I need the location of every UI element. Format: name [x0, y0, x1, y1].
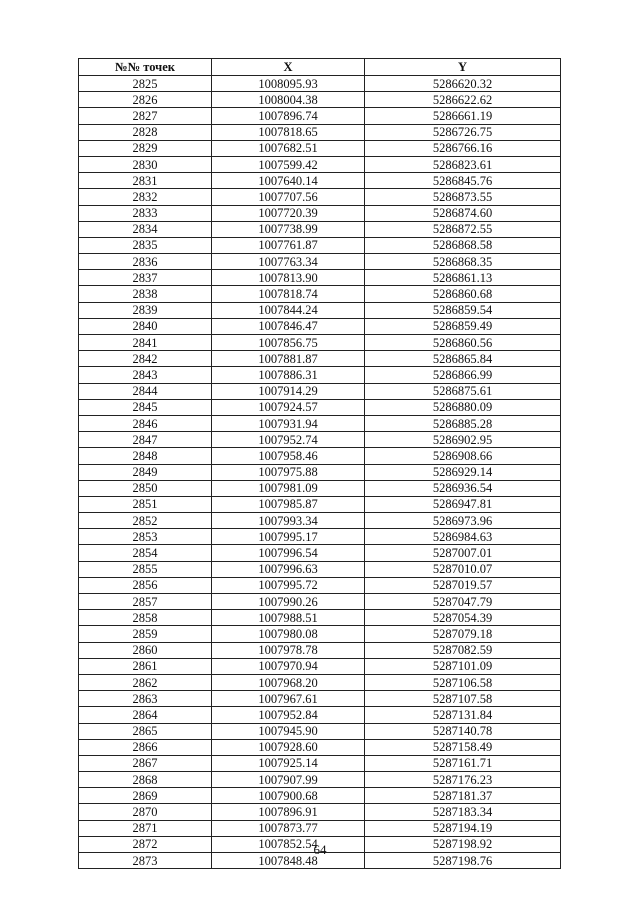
cell-y: 5287176.23 [365, 772, 561, 788]
table-row [79, 92, 561, 108]
table-row [79, 76, 561, 92]
cell-x: 1007967.61 [212, 691, 365, 707]
table-row [79, 691, 561, 707]
table-row [79, 367, 561, 383]
table-row [79, 804, 561, 820]
cell-y: 5286868.35 [365, 254, 561, 270]
cell-point-number: 2835 [79, 237, 212, 253]
table-row [79, 205, 561, 221]
cell-y: 5286936.54 [365, 480, 561, 496]
cell-x: 1007952.84 [212, 707, 365, 723]
cell-x: 1007928.60 [212, 739, 365, 755]
cell-x: 1008095.93 [212, 76, 365, 92]
table-row [79, 173, 561, 189]
table-row [79, 480, 561, 496]
cell-y: 5286860.56 [365, 335, 561, 351]
cell-x: 1007873.77 [212, 820, 365, 836]
coordinates-table [78, 58, 561, 869]
cell-point-number: 2857 [79, 594, 212, 610]
cell-point-number: 2872 [79, 836, 212, 852]
cell-y: 5286859.49 [365, 318, 561, 334]
cell-y: 5286868.58 [365, 237, 561, 253]
table-row [79, 820, 561, 836]
cell-point-number: 2870 [79, 804, 212, 820]
cell-y: 5287019.57 [365, 577, 561, 593]
cell-y: 5286766.16 [365, 140, 561, 156]
cell-point-number: 2831 [79, 173, 212, 189]
cell-x: 1007813.90 [212, 270, 365, 286]
cell-point-number: 2866 [79, 739, 212, 755]
table-row [79, 739, 561, 755]
table-row [79, 270, 561, 286]
cell-y: 5287010.07 [365, 561, 561, 577]
cell-y: 5286875.61 [365, 383, 561, 399]
cell-x: 1007945.90 [212, 723, 365, 739]
cell-y: 5286873.55 [365, 189, 561, 205]
cell-point-number: 2836 [79, 254, 212, 270]
cell-y: 5286859.54 [365, 302, 561, 318]
cell-point-number: 2838 [79, 286, 212, 302]
cell-y: 5287047.79 [365, 594, 561, 610]
cell-point-number: 2863 [79, 691, 212, 707]
cell-x: 1007970.94 [212, 658, 365, 674]
cell-x: 1007981.09 [212, 480, 365, 496]
cell-x: 1007886.31 [212, 367, 365, 383]
cell-point-number: 2843 [79, 367, 212, 383]
cell-x: 1007852.54 [212, 836, 365, 852]
cell-point-number: 2849 [79, 464, 212, 480]
table-row [79, 286, 561, 302]
cell-y: 5286866.99 [365, 367, 561, 383]
cell-x: 1007818.65 [212, 124, 365, 140]
cell-x: 1007599.42 [212, 156, 365, 172]
table-row [79, 399, 561, 415]
cell-x: 1007988.51 [212, 610, 365, 626]
cell-x: 1007844.24 [212, 302, 365, 318]
cell-point-number: 2832 [79, 189, 212, 205]
cell-y: 5287140.78 [365, 723, 561, 739]
cell-x: 1008004.38 [212, 92, 365, 108]
cell-y: 5287181.37 [365, 788, 561, 804]
cell-point-number: 2861 [79, 658, 212, 674]
cell-x: 1007914.29 [212, 383, 365, 399]
cell-point-number: 2842 [79, 351, 212, 367]
cell-point-number: 2853 [79, 529, 212, 545]
cell-y: 5287158.49 [365, 739, 561, 755]
cell-y: 5286885.28 [365, 415, 561, 431]
cell-point-number: 2828 [79, 124, 212, 140]
table-row [79, 610, 561, 626]
cell-point-number: 2864 [79, 707, 212, 723]
cell-x: 1007720.39 [212, 205, 365, 221]
cell-point-number: 2841 [79, 335, 212, 351]
cell-point-number: 2833 [79, 205, 212, 221]
cell-y: 5287198.76 [365, 853, 561, 869]
cell-x: 1007968.20 [212, 674, 365, 690]
cell-point-number: 2858 [79, 610, 212, 626]
cell-x: 1007846.47 [212, 318, 365, 334]
cell-point-number: 2856 [79, 577, 212, 593]
cell-point-number: 2844 [79, 383, 212, 399]
table-row [79, 448, 561, 464]
table-row [79, 124, 561, 140]
table-row [79, 529, 561, 545]
cell-point-number: 2873 [79, 853, 212, 869]
cell-x: 1007763.34 [212, 254, 365, 270]
table-row [79, 496, 561, 512]
table-row [79, 156, 561, 172]
table-row [79, 464, 561, 480]
cell-y: 5286620.32 [365, 76, 561, 92]
cell-point-number: 2825 [79, 76, 212, 92]
table-row [79, 772, 561, 788]
cell-y: 5287131.84 [365, 707, 561, 723]
table-row [79, 415, 561, 431]
table-row [79, 383, 561, 399]
table-row [79, 189, 561, 205]
table-row [79, 513, 561, 529]
cell-y: 5286929.14 [365, 464, 561, 480]
table-row [79, 561, 561, 577]
table-row [79, 318, 561, 334]
table-row [79, 108, 561, 124]
cell-x: 1007931.94 [212, 415, 365, 431]
cell-y: 5286973.96 [365, 513, 561, 529]
cell-point-number: 2850 [79, 480, 212, 496]
cell-y: 5287194.19 [365, 820, 561, 836]
table-row [79, 335, 561, 351]
cell-point-number: 2827 [79, 108, 212, 124]
cell-y: 5286823.61 [365, 156, 561, 172]
cell-point-number: 2846 [79, 415, 212, 431]
cell-x: 1007896.91 [212, 804, 365, 820]
cell-y: 5286902.95 [365, 432, 561, 448]
table-row [79, 432, 561, 448]
cell-x: 1007881.87 [212, 351, 365, 367]
cell-y: 5286845.76 [365, 173, 561, 189]
cell-y: 5287101.09 [365, 658, 561, 674]
table-row [79, 626, 561, 642]
cell-x: 1007707.56 [212, 189, 365, 205]
cell-point-number: 2848 [79, 448, 212, 464]
cell-x: 1007924.57 [212, 399, 365, 415]
cell-point-number: 2830 [79, 156, 212, 172]
table-row [79, 658, 561, 674]
cell-x: 1007958.46 [212, 448, 365, 464]
cell-point-number: 2837 [79, 270, 212, 286]
table-header [79, 59, 561, 76]
cell-y: 5287079.18 [365, 626, 561, 642]
cell-x: 1007993.34 [212, 513, 365, 529]
cell-x: 1007900.68 [212, 788, 365, 804]
table-body [79, 76, 561, 869]
table-row [79, 674, 561, 690]
cell-y: 5287106.58 [365, 674, 561, 690]
cell-point-number: 2829 [79, 140, 212, 156]
cell-point-number: 2868 [79, 772, 212, 788]
cell-y: 5286908.66 [365, 448, 561, 464]
cell-x: 1007985.87 [212, 496, 365, 512]
column-header-point-number: №№ точек [79, 59, 212, 76]
cell-point-number: 2847 [79, 432, 212, 448]
cell-y: 5287183.34 [365, 804, 561, 820]
cell-y: 5286622.62 [365, 92, 561, 108]
cell-point-number: 2834 [79, 221, 212, 237]
cell-x: 1007738.99 [212, 221, 365, 237]
cell-point-number: 2845 [79, 399, 212, 415]
cell-point-number: 2859 [79, 626, 212, 642]
column-header-x: X [212, 59, 365, 76]
cell-y: 5286865.84 [365, 351, 561, 367]
table-row [79, 254, 561, 270]
table-row [79, 237, 561, 253]
cell-y: 5286860.68 [365, 286, 561, 302]
cell-point-number: 2865 [79, 723, 212, 739]
cell-x: 1007978.78 [212, 642, 365, 658]
cell-x: 1007925.14 [212, 755, 365, 771]
cell-y: 5286726.75 [365, 124, 561, 140]
cell-y: 5286661.19 [365, 108, 561, 124]
cell-x: 1007975.88 [212, 464, 365, 480]
cell-x: 1007996.63 [212, 561, 365, 577]
cell-y: 5286874.60 [365, 205, 561, 221]
cell-x: 1007995.17 [212, 529, 365, 545]
cell-x: 1007761.87 [212, 237, 365, 253]
cell-x: 1007682.51 [212, 140, 365, 156]
cell-point-number: 2826 [79, 92, 212, 108]
cell-y: 5287054.39 [365, 610, 561, 626]
cell-y: 5286861.13 [365, 270, 561, 286]
table-row [79, 788, 561, 804]
cell-y: 5287007.01 [365, 545, 561, 561]
cell-x: 1007907.99 [212, 772, 365, 788]
table-header-row [79, 59, 561, 76]
cell-x: 1007952.74 [212, 432, 365, 448]
cell-point-number: 2860 [79, 642, 212, 658]
cell-y: 5286880.09 [365, 399, 561, 415]
cell-y: 5287198.92 [365, 836, 561, 852]
cell-x: 1007995.72 [212, 577, 365, 593]
table-row [79, 221, 561, 237]
table-row [79, 755, 561, 771]
page-number: 64 [313, 842, 327, 857]
table-row [79, 351, 561, 367]
table-row [79, 545, 561, 561]
cell-point-number: 2854 [79, 545, 212, 561]
cell-x: 1007996.54 [212, 545, 365, 561]
cell-x: 1007980.08 [212, 626, 365, 642]
table-row [79, 723, 561, 739]
cell-y: 5286947.81 [365, 496, 561, 512]
table-row [79, 140, 561, 156]
cell-y: 5287082.59 [365, 642, 561, 658]
cell-x: 1007856.75 [212, 335, 365, 351]
cell-x: 1007818.74 [212, 286, 365, 302]
cell-point-number: 2851 [79, 496, 212, 512]
cell-point-number: 2862 [79, 674, 212, 690]
cell-x: 1007990.26 [212, 594, 365, 610]
cell-y: 5286984.63 [365, 529, 561, 545]
cell-point-number: 2852 [79, 513, 212, 529]
table-row [79, 577, 561, 593]
cell-y: 5287107.58 [365, 691, 561, 707]
cell-point-number: 2867 [79, 755, 212, 771]
cell-point-number: 2839 [79, 302, 212, 318]
table-row [79, 707, 561, 723]
cell-point-number: 2840 [79, 318, 212, 334]
cell-x: 1007896.74 [212, 108, 365, 124]
table-row [79, 642, 561, 658]
column-header-y: Y [365, 59, 561, 76]
cell-x: 1007640.14 [212, 173, 365, 189]
cell-point-number: 2855 [79, 561, 212, 577]
cell-point-number: 2869 [79, 788, 212, 804]
table-row [79, 302, 561, 318]
cell-x: 1007848.48 [212, 853, 365, 869]
table-row [79, 594, 561, 610]
cell-y: 5287161.71 [365, 755, 561, 771]
cell-y: 5286872.55 [365, 221, 561, 237]
cell-point-number: 2871 [79, 820, 212, 836]
